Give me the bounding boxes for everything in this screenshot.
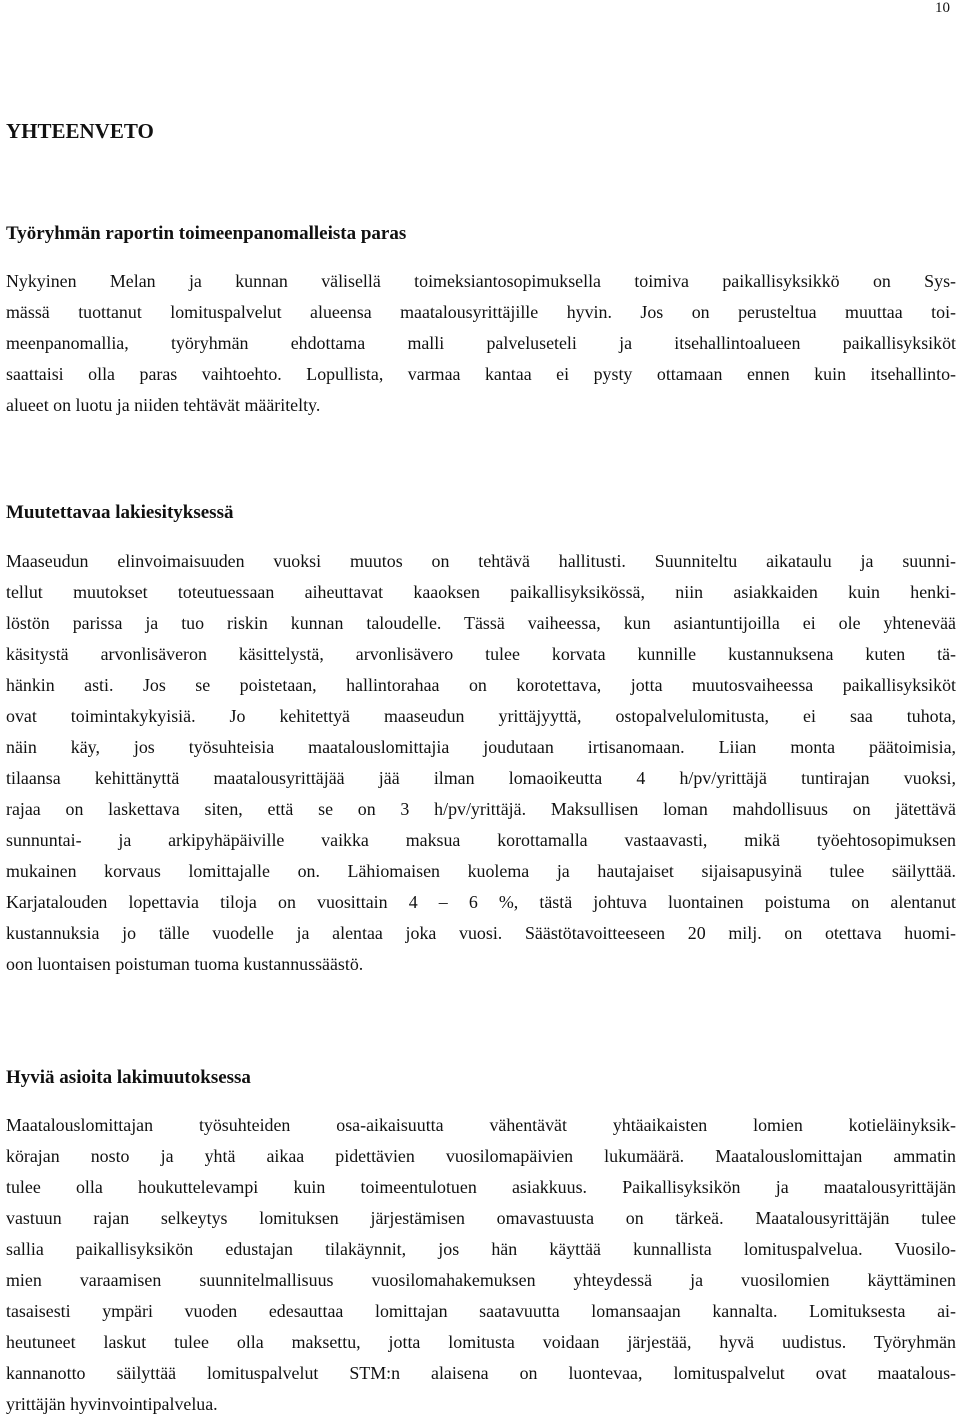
paragraph-line: meenpanomallia, työryhmän ehdottama malli palveluseteli ja itsehallintoalueen paikallisyksiköt <box>6 333 956 353</box>
page-number: 10 <box>935 0 950 16</box>
paragraph-line: heutuneet laskut tulee olla maksettu, jotta lomitusta voidaan järjestää, hyvä uudistus. Työryhmän <box>6 1332 956 1352</box>
paragraph-line: alueet on luotu ja niiden tehtävät määritelty. <box>6 395 321 415</box>
paragraph-line: vastuun rajan selkeytys lomituksen järjestämisen omavastuusta on tärkeä. Maatalousyrittäjän tulee <box>6 1208 956 1228</box>
paragraph-line: mässä tuottanut lomituspalvelut alueensa maatalousyrittäjille hyvin. Jos on perusteltua muuttaa toi- <box>6 302 956 322</box>
paragraph-line: käsitystä arvonlisäveron käsittelystä, arvonlisävero tulee korvata kunnille kustannuksena kuten tä- <box>6 644 956 664</box>
paragraph-line: körajan nosto ja yhtä aikaa pidettävien vuosilomapäivien lukumäärä. Maatalouslomittajan ammatin <box>6 1146 956 1166</box>
section-paragraph-changes-needed <box>6 546 956 980</box>
document-title: YHTEENVETO <box>6 119 154 143</box>
section-heading-good-things: Hyviä asioita lakimuutoksessa <box>6 1067 251 1088</box>
section-heading-implementation-models: Työryhmän raportin toimeenpanomalleista paras <box>6 223 407 244</box>
paragraph-line: mukainen korvaus lomittajalle on. Lähiomaisen kuolema ja hautajaiset sijaisapusyinä tulee säilyttää. <box>6 861 956 881</box>
paragraph-line: Nykyinen Melan ja kunnan välisellä toimeksiantosopimuksella toimiva paikallisyksikkö on Sys- <box>6 271 956 291</box>
paragraph-line: rajaa on laskettava siten, että se on 3 h/pv/yrittäjä. Maksullisen loman mahdollisuus on jätettävä <box>6 799 956 819</box>
paragraph-line: hänkin asti. Jos se poistetaan, hallintorahaa on korotettava, jotta muutosvaiheessa paikallisyksiköt <box>6 675 956 695</box>
paragraph-line: mien varaamisen suunnitelmallisuus vuosilomahakemuksen yhteydessä ja vuosilomien käyttäminen <box>6 1270 956 1290</box>
paragraph-line: Maatalouslomittajan työsuhteiden osa-aikaisuutta vähentävät yhtäaikaisten lomien kotieläinyksik- <box>6 1115 956 1135</box>
section-heading-changes-needed: Muutettavaa lakiesityksessä <box>6 502 234 523</box>
paragraph-line: oon luontaisen poistuman tuoma kustannussäästö. <box>6 954 364 974</box>
section-paragraph-implementation-models <box>6 266 956 421</box>
paragraph-line: tasaisesti ympäri vuoden edesauttaa lomittajan saatavuutta lomansaajan kannalta. Lomituksesta ai- <box>6 1301 956 1321</box>
section-paragraph-good-things <box>6 1110 956 1420</box>
paragraph-line: Maaseudun elinvoimaisuuden vuoksi muutos on tehtävä hallitusti. Suunniteltu aikataulu ja suunni- <box>6 551 956 571</box>
paragraph-line: tulee olla houkuttelevampi kuin toimeentulotuen asiakkuus. Paikallisyksikön ja maatalousyrittäjän <box>6 1177 956 1197</box>
paragraph-line: kannanotto säilyttää lomituspalvelut STM:n alaisena on luontevaa, lomituspalvelut ovat maatalous- <box>6 1363 956 1383</box>
paragraph-line: näin käy, jos työsuhteisia maatalouslomittajia joudutaan irtisanomaan. Liian monta päätoimisia, <box>6 737 956 757</box>
paragraph-line: sallia paikallisyksikön edustajan tilakäynnit, jos hän käyttää kunnallista lomituspalvelua. Vuosilo- <box>6 1239 956 1259</box>
paragraph-line: sunnuntai- ja arkipyhäpäiville vaikka maksua korottamalla vastaavasti, mikä työehtosopimuksen <box>6 830 956 850</box>
paragraph-line: ovat toimintakykyisiä. Jo kehitettyä maaseudun yrittäjyyttä, ostopalvelulomitusta, ei saa tuhota, <box>6 706 956 726</box>
paragraph-line: tilaansa kehittänyttä maatalousyrittäjää jää ilman lomaoikeutta 4 h/pv/yrittäjä tuntirajan vuoksi, <box>6 768 956 788</box>
paragraph-line: Karjatalouden lopettavia tiloja on vuosittain 4 – 6 %, tästä johtuva luontainen poistuma on alentanut <box>6 892 956 912</box>
paragraph-line: saattaisi olla paras vaihtoehto. Lopullista, varmaa kantaa ei pysty ottamaan ennen kuin itsehallinto- <box>6 364 956 384</box>
paragraph-line: tellut muutokset toteutuessaan aiheuttavat kaaoksen paikallisyksikössä, niin asiakkaiden kuin henki- <box>6 582 956 602</box>
paragraph-line: kustannuksia jo tälle vuodelle ja alentaa joka vuosi. Säästötavoitteeseen 20 milj. on otettava huomi- <box>6 923 956 943</box>
paragraph-line: yrittäjän hyvinvointipalvelua. <box>6 1394 218 1414</box>
paragraph-line: löstön parissa ja tuo riskin kunnan taloudelle. Tässä vaiheessa, kun asiantuntijoilla ei ole yhtenevää <box>6 613 956 633</box>
